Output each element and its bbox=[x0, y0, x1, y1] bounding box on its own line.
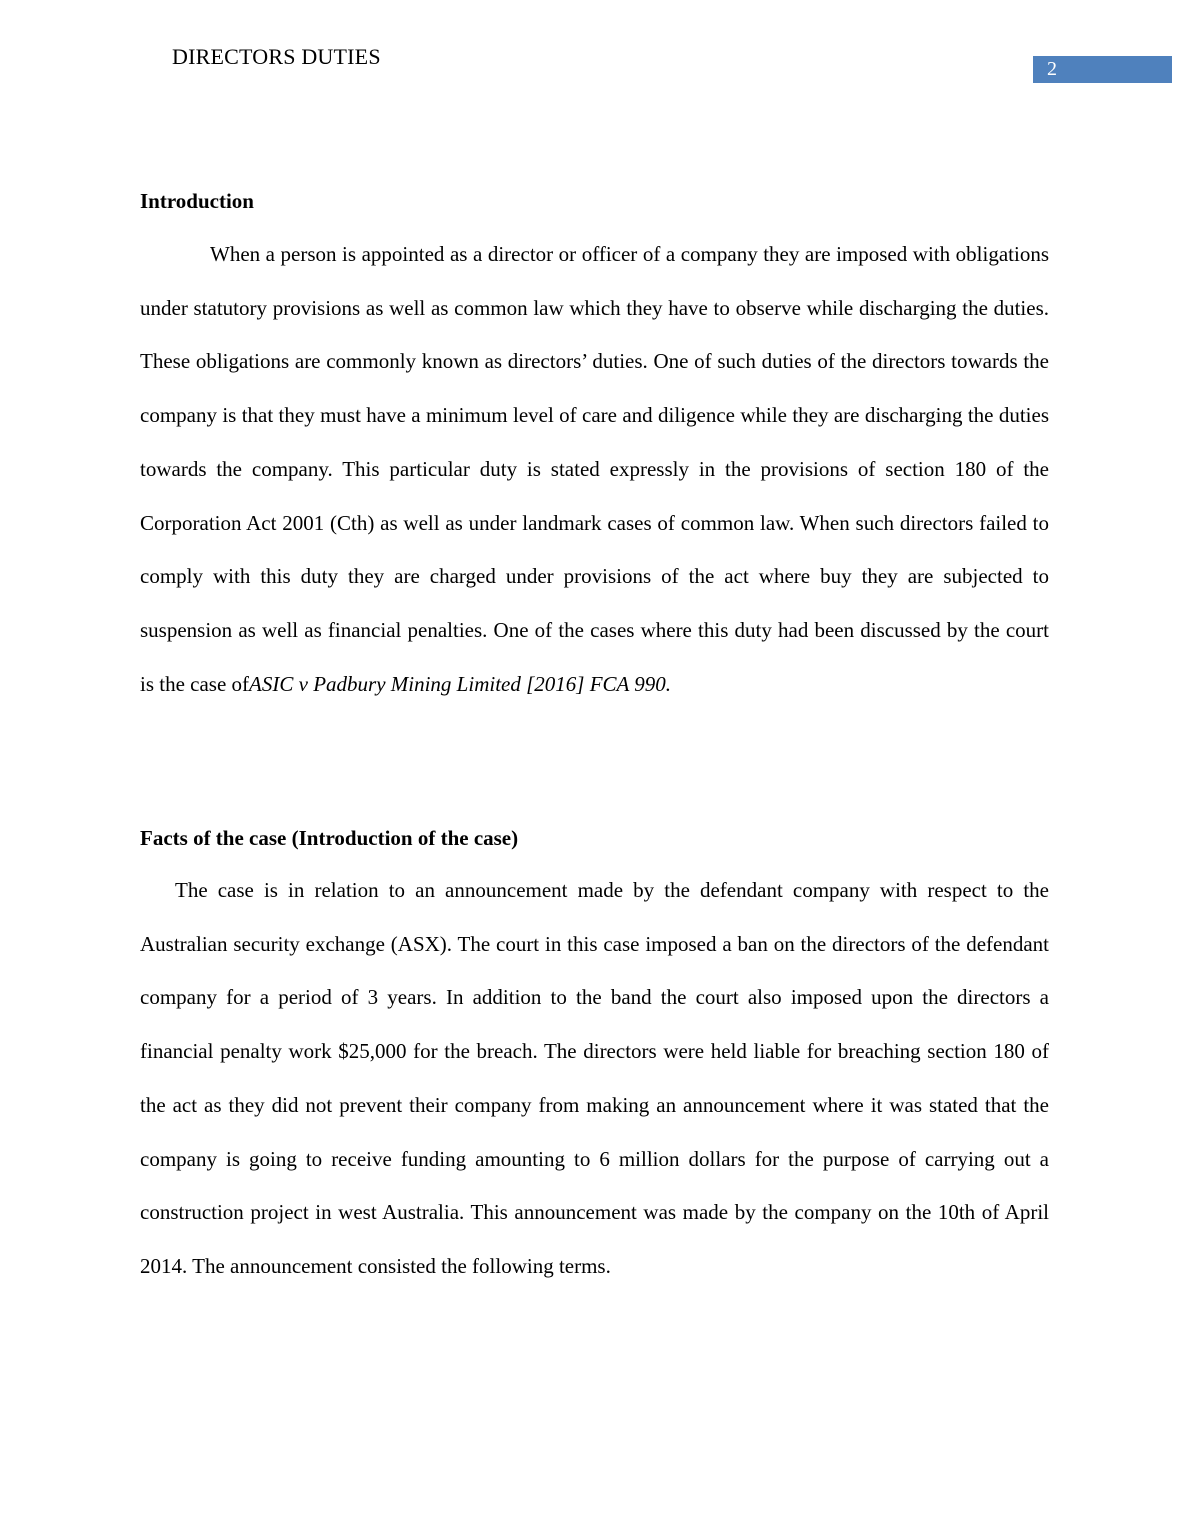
section-heading-facts: Facts of the case (Introduction of the case) bbox=[140, 826, 519, 850]
introduction-paragraph bbox=[140, 228, 1049, 711]
section-heading-introduction: Introduction bbox=[140, 189, 254, 213]
page-number: 2 bbox=[1047, 58, 1057, 80]
case-citation: ASIC v Padbury Mining Limited [2016] FCA 990. bbox=[249, 671, 671, 696]
facts-body-text: The case is in relation to an announcement made by the defendant company with respect to the Australian security exchange (ASX). The court in this case imposed a ban on the directors of the defendant company for a period of 3 years. In addition to the band the court also imposed upon the directors a financial penalty work $25,000 for the breach. The directors were held liable for breaching section 180 of the act as they did not prevent their company from making an announcement where it was stated that the company is going to receive funding amounting to 6 million dollars for the purpose of carrying out a construction project in west Australia. This announcement was made by the company on the 10th of April 2014. The announcement consisted the following terms. bbox=[140, 878, 1049, 1278]
introduction-body-text: When a person is appointed as a director or officer of a company they are imposed with obligations under statutory provisions as well as common law which they have to observe while discharging the duties. These obligations are commonly known as directors’ duties. One of such duties of the directors towards the company is that they must have a minimum level of care and diligence while they are discharging the duties towards the company. This particular duty is stated expressly in the provisions of section 180 of the Corporation Act 2001 (Cth) as well as under landmark cases of common law. When such directors failed to comply with this duty they are charged under provisions of the act where buy they are subjected to suspension as well as financial penalties. One of the cases where this duty had been discussed by the court is the case of bbox=[140, 242, 1049, 696]
facts-paragraph bbox=[140, 864, 1049, 1294]
page-number-badge bbox=[1033, 56, 1172, 83]
running-head-title: DIRECTORS DUTIES bbox=[172, 44, 381, 69]
